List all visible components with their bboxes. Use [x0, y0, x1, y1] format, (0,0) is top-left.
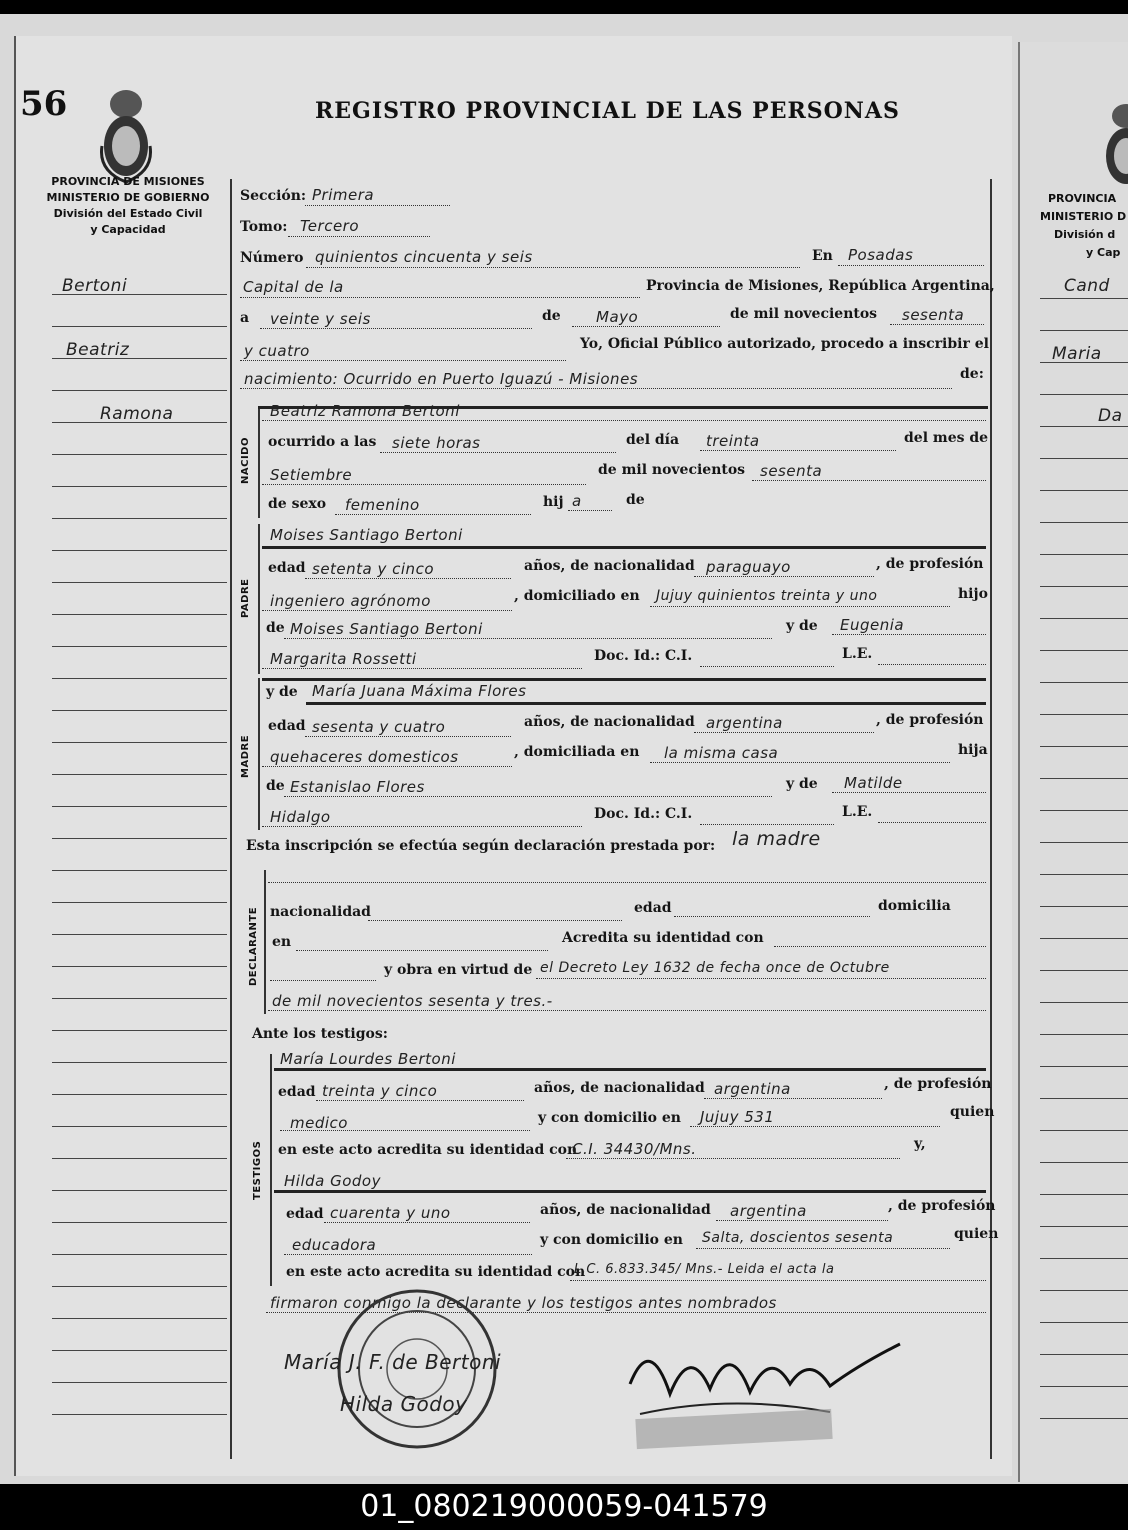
- mil-label: de mil novecientos: [730, 306, 878, 322]
- padre-prof-label: , de profesión: [876, 556, 984, 572]
- madre-edad: sesenta y cuatro: [312, 718, 446, 736]
- madre-nac-label: años, de nacionalidad: [524, 714, 695, 730]
- decl-obra-label: y obra en virtud de: [384, 962, 533, 978]
- signature-testigo: Hilda Godoy: [340, 1392, 468, 1416]
- capital-text: Provincia de Misiones, República Argentina,: [646, 278, 995, 294]
- padre-dom-label: , domiciliado en: [514, 588, 640, 604]
- t2-acredita-label: en este acto acredita su identidad con: [286, 1264, 586, 1280]
- padre-yde-label: y de: [786, 618, 818, 634]
- header-line: MINISTERIO D: [1040, 210, 1127, 223]
- madre-de-label: de: [266, 778, 285, 794]
- decl-nac-label: nacionalidad: [270, 904, 371, 920]
- hij-label: hij: [543, 494, 564, 510]
- madre-yde-label: y de: [266, 684, 298, 700]
- scanned-page: [0, 14, 1128, 1484]
- padre-doc-label: Doc. Id.: C.I.: [594, 648, 693, 664]
- testigo1-name: María Lourdes Bertoni: [280, 1050, 456, 1068]
- closing-text: firmaron conmigo la declarante y los testigos antes nombrados: [270, 1294, 777, 1312]
- nacido-mil-label: de mil novecientos: [598, 462, 746, 478]
- t2-dom-label: y con domicilio en: [540, 1232, 683, 1248]
- t1-nacionalidad: argentina: [714, 1080, 791, 1098]
- form-left-border: [230, 179, 232, 1459]
- padre-name: Moises Santiago Bertoni: [270, 526, 463, 544]
- t2-quien-label: quien: [954, 1226, 999, 1242]
- decl-edad-label: edad: [634, 900, 672, 916]
- decl-acredita-label: Acredita su identidad con: [562, 930, 764, 946]
- adjacent-margin-name: Da: [1098, 406, 1123, 426]
- padre-nacionalidad: paraguayo: [706, 558, 791, 576]
- padre-le-label: L.E.: [842, 646, 873, 662]
- t1-edad-label: edad: [278, 1084, 316, 1100]
- header-line: y Cap: [1086, 246, 1121, 259]
- madre-madre-de: Matilde: [844, 774, 903, 792]
- padre-domicilio: Jujuy quinientos treinta y uno: [656, 588, 878, 604]
- declaracion-value: la madre: [732, 828, 821, 850]
- tomo-value: Tercero: [300, 217, 360, 235]
- padre-padre-de: Moises Santiago Bertoni: [290, 620, 483, 638]
- fecha-mes: Mayo: [596, 308, 639, 326]
- padre-edad-label: edad: [268, 560, 306, 576]
- header-line: y Capacidad: [90, 223, 166, 236]
- madre-madre-de-cont: Hidalgo: [270, 808, 331, 826]
- t2-edad: cuarenta y uno: [330, 1204, 451, 1222]
- document-id-footer: 01_080219000059-041579: [360, 1489, 768, 1524]
- t2-nacionalidad: argentina: [730, 1202, 807, 1220]
- madre-nacionalidad: argentina: [706, 714, 783, 732]
- decl-obra-value: el Decreto Ley 1632 de fecha once de Octubre: [540, 960, 890, 976]
- en-label: En: [812, 248, 833, 264]
- fecha-dia: veinte y seis: [270, 310, 371, 328]
- capital-value: Capital de la: [243, 278, 344, 296]
- t2-nac-label: años, de nacionalidad: [540, 1202, 711, 1218]
- t1-prof-label: , de profesión: [884, 1076, 992, 1092]
- nacido-hora: siete horas: [392, 434, 481, 452]
- t1-edad: treinta y cinco: [322, 1082, 438, 1100]
- t2-profesion: educadora: [292, 1236, 377, 1254]
- madre-section-label: MADRE: [240, 734, 251, 778]
- decl-en-label: en: [272, 934, 292, 950]
- header-line: División d: [1054, 228, 1116, 241]
- mes-label: del mes de: [904, 430, 989, 446]
- numero-label: Número: [240, 250, 304, 266]
- madre-padre-de: Estanislao Flores: [290, 778, 425, 796]
- t2-domicilio: Salta, doscientos sesenta: [702, 1230, 894, 1246]
- padre-de-label: de: [266, 620, 285, 636]
- page-title: REGISTRO PROVINCIAL DE LAS PERSONAS: [315, 98, 900, 124]
- madre-prof-label: , de profesión: [876, 712, 984, 728]
- hija-label: hija: [958, 742, 988, 758]
- seccion-value: Primera: [312, 186, 375, 204]
- nacido-mes: Setiembre: [270, 466, 353, 484]
- testigo2-name: Hilda Godoy: [284, 1172, 381, 1190]
- seccion-label: Sección:: [240, 188, 307, 204]
- testigos-label: Ante los testigos:: [252, 1026, 388, 1042]
- fecha-anio: sesenta: [902, 306, 965, 324]
- t1-quien-label: quien: [950, 1104, 995, 1120]
- madre-le-label: L.E.: [842, 804, 873, 820]
- de-colon-label: de:: [960, 366, 984, 382]
- madre-dom-label: , domiciliada en: [514, 744, 640, 760]
- padre-madre-de-cont: Margarita Rossetti: [270, 650, 417, 668]
- header-line: MINISTERIO DE GOBIERNO: [46, 191, 210, 204]
- nacido-de-label: de: [626, 492, 645, 508]
- de-label: de: [542, 308, 561, 324]
- header-line: División del Estado Civil: [53, 207, 203, 220]
- nacido-name: Beatriz Ramona Bertoni: [270, 402, 460, 420]
- coat-of-arms-icon: [98, 86, 154, 186]
- decl-dom-label: domicilia: [878, 898, 951, 914]
- nacido-section-label: NACIDO: [240, 437, 251, 484]
- header-line: PROVINCIA: [1048, 192, 1117, 205]
- hij-suffix: a: [572, 492, 582, 510]
- declaracion-text: Esta inscripción se efectúa según declaración prestada por:: [246, 838, 716, 854]
- inscribir-text: Yo, Oficial Público autorizado, procedo a inscribir el: [580, 336, 989, 352]
- sexo-label: de sexo: [268, 496, 327, 512]
- ocurrido-label: ocurrido a las: [268, 434, 377, 450]
- nacido-dia: treinta: [706, 432, 760, 450]
- padre-section-label: PADRE: [240, 578, 251, 618]
- adjacent-header: [1040, 190, 1128, 262]
- institution-header: [28, 174, 228, 238]
- declarante-section-label: DECLARANTE: [248, 906, 259, 986]
- madre-name: María Juana Máxima Flores: [312, 682, 527, 700]
- t1-acredita: C.I. 34430/Mns.: [572, 1140, 697, 1158]
- t1-y-label: y,: [914, 1136, 926, 1152]
- dia-label: del día: [626, 432, 680, 448]
- margin-second-name: Ramona: [100, 404, 174, 424]
- signature-declarante: María J. F. de Bertoni: [284, 1350, 502, 1374]
- nacido-anio: sesenta: [760, 462, 823, 480]
- madre-edad-label: edad: [268, 718, 306, 734]
- t1-acredita-label: en este acto acredita su identidad con: [278, 1142, 578, 1158]
- margin-surname: Bertoni: [62, 276, 128, 296]
- decl-obra-value-cont: de mil novecientos sesenta y tres.-: [272, 992, 553, 1010]
- t1-profesion: medico: [290, 1114, 348, 1132]
- form-right-border: [990, 179, 992, 1459]
- anio-cont: y cuatro: [244, 342, 310, 360]
- padre-nac-label: años, de nacionalidad: [524, 558, 695, 574]
- padre-madre-de: Eugenia: [840, 616, 905, 634]
- padre-profesion: ingeniero agrónomo: [270, 592, 431, 610]
- t1-nac-label: años, de nacionalidad: [534, 1080, 705, 1096]
- t2-prof-label: , de profesión: [888, 1198, 996, 1214]
- t1-dom-label: y con domicilio en: [538, 1110, 681, 1126]
- adjacent-margin-name: Maria: [1052, 344, 1102, 364]
- tomo-label: Tomo:: [240, 219, 288, 235]
- t1-domicilio: Jujuy 531: [700, 1108, 775, 1126]
- margin-first-name: Beatriz: [66, 340, 130, 360]
- t2-acredita: L.C. 6.833.345/ Mns.- Leida el acta la: [574, 1262, 835, 1277]
- adjacent-margin-name: Cand: [1064, 276, 1110, 296]
- hijo-label: hijo: [958, 586, 988, 602]
- nacido-sexo: femenino: [345, 496, 420, 514]
- madre-yde2-label: y de: [786, 776, 818, 792]
- t2-edad-label: edad: [286, 1206, 324, 1222]
- header-line: PROVINCIA DE MISIONES: [51, 175, 205, 188]
- madre-doc-label: Doc. Id.: C.I.: [594, 806, 693, 822]
- coat-of-arms-icon: [1098, 100, 1128, 190]
- padre-edad: setenta y cinco: [312, 560, 434, 578]
- numero-value: quinientos cincuenta y seis: [315, 248, 533, 266]
- madre-profesion: quehaceres domesticos: [270, 748, 459, 766]
- nacimiento-value: nacimiento: Ocurrido en Puerto Iguazú - Misiones: [244, 370, 639, 388]
- testigos-section-label: TESTIGOS: [252, 1140, 263, 1200]
- madre-domicilio: la misma casa: [664, 744, 779, 762]
- page-number: 56: [20, 84, 68, 124]
- en-value: Posadas: [848, 246, 914, 264]
- a-label: a: [240, 310, 250, 326]
